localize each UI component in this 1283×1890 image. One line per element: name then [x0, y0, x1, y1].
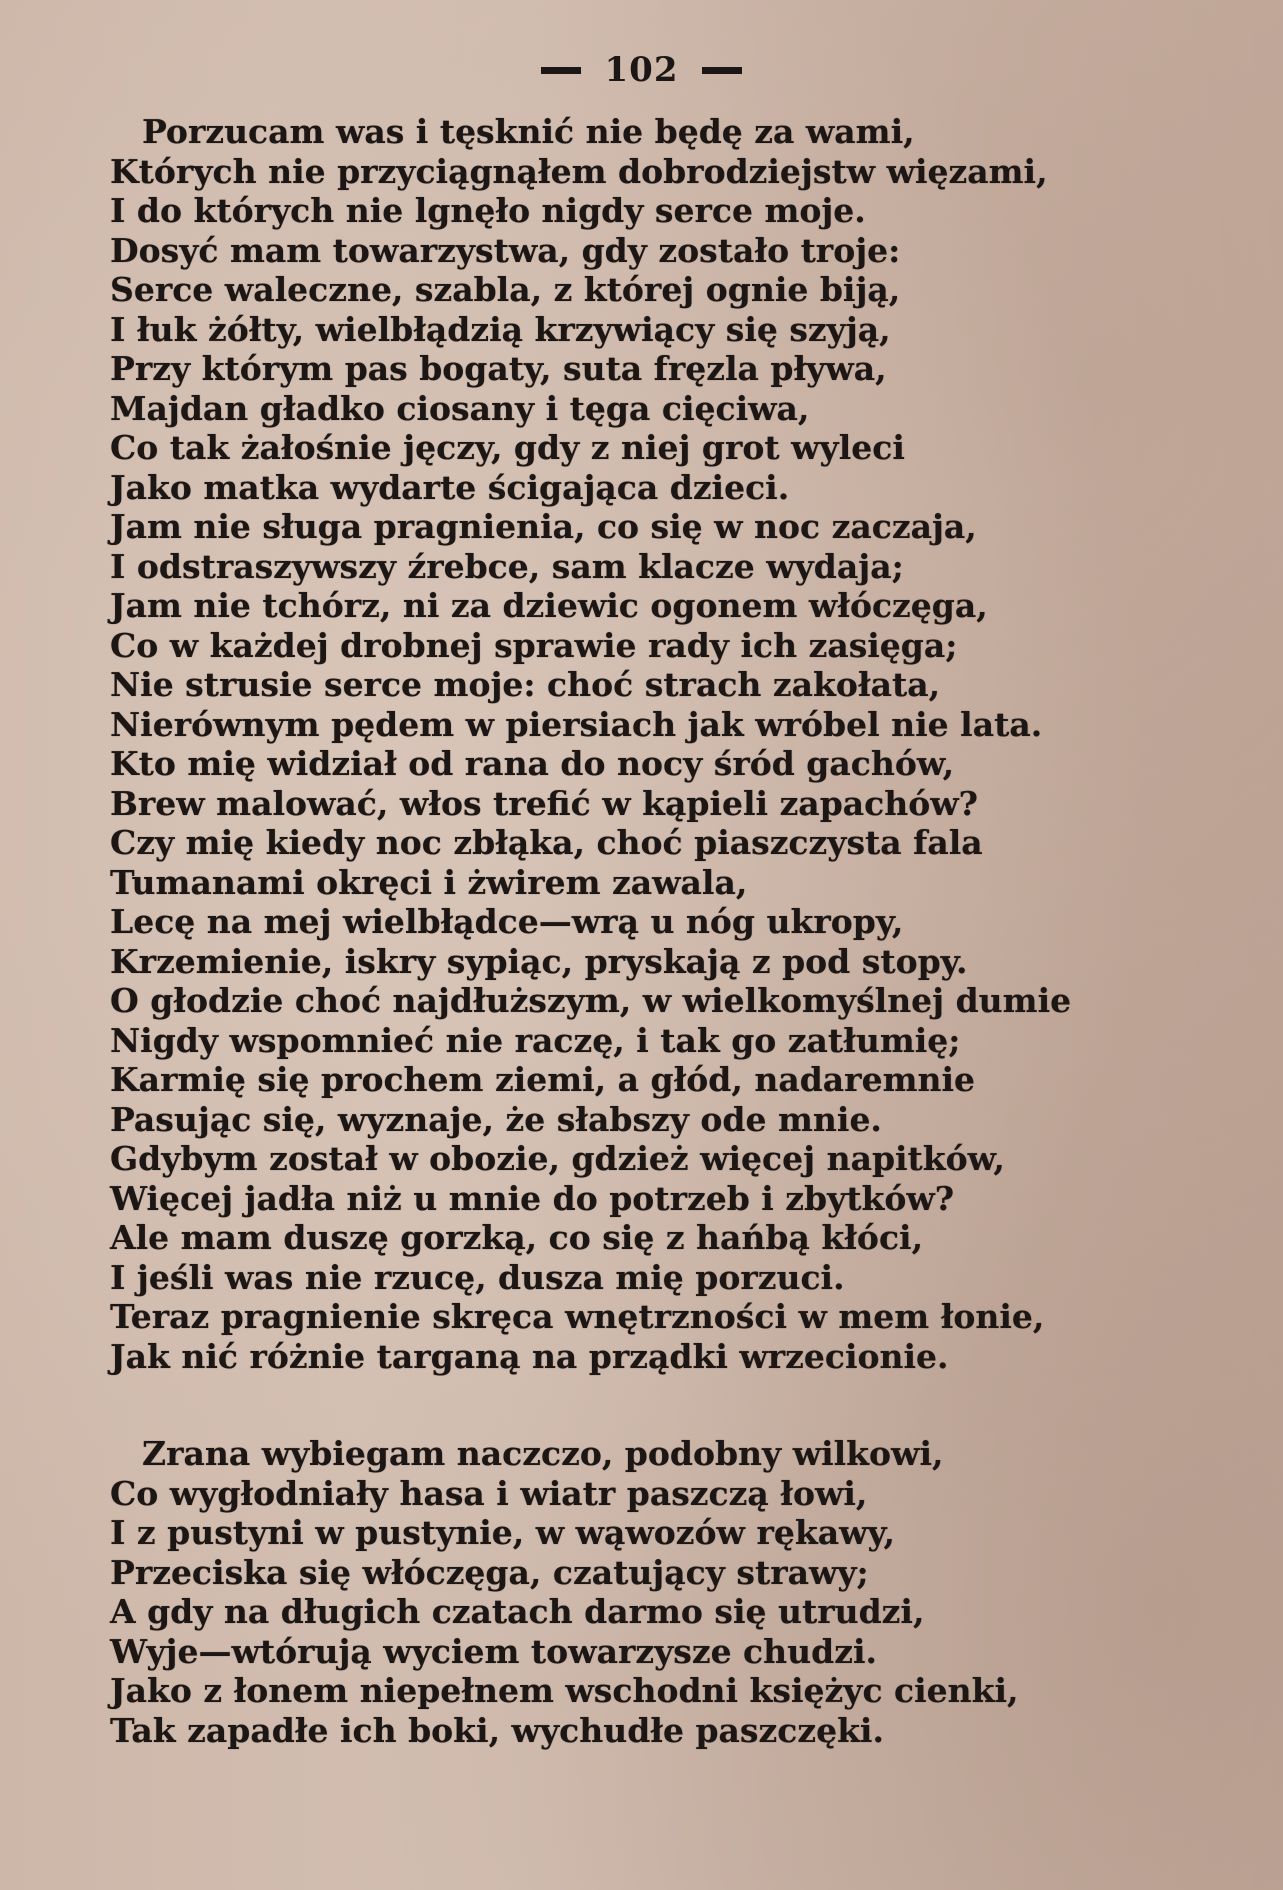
verse-line: Przy którym pas bogaty, suta fręzla pływa,	[110, 349, 887, 388]
verse-line: Jam nie tchórz, ni za dziewic ogonem włóczęga,	[110, 586, 988, 625]
verse-line: Co tak żałośnie jęczy, gdy z niej grot wyleci	[110, 428, 905, 467]
verse-line: Jam nie sługa pragnienia, co się w noc zaczaja,	[110, 507, 977, 546]
verse-line: I do których nie lgnęło nigdy serce moje.	[110, 191, 866, 230]
verse-line: Nigdy wspomnieć nie raczę, i tak go zatłumię;	[110, 1020, 961, 1060]
verse-line: Serce waleczne, szabla, z której ognie biją,	[110, 270, 901, 309]
page-number: 102	[604, 50, 679, 90]
verse-line: Co w każdej drobnej sprawie rady ich zasięga;	[110, 625, 958, 665]
verse-line: I odstraszywszy źrebce, sam klacze wydaja;	[110, 546, 904, 586]
verse-line: Nierównym pędem w piersiach jak wróbel nie lata.	[110, 704, 1043, 744]
verse-line: Brew malować, włos trefić w kąpieli zapachów?	[110, 783, 978, 823]
stanza-1	[110, 112, 1072, 1376]
verse-line: Porzucam was i tęsknić nie będę za wami,	[142, 112, 915, 151]
verse-line: Krzemienie, iskry sypiąc, pryskają z pod stopy.	[110, 941, 968, 981]
verse-line: Teraz pragnienie skręca wnętrzności w mem łonie,	[110, 1297, 1045, 1336]
stanza-2	[110, 1434, 1060, 1750]
verse-line: Więcej jadła niż u mnie do potrzeb i zbytków?	[110, 1178, 955, 1218]
verse-line: I jeśli was nie rzucę, dusza mię porzuci.	[110, 1257, 845, 1297]
verse-line: Jako z łonem niepełnem wschodni księżyc cienki,	[110, 1671, 1019, 1710]
verse-line: Zrana wybiegam naczczo, podobny wilkowi,	[142, 1434, 944, 1473]
verse-line: Jako matka wydarte ścigająca dzieci.	[110, 467, 790, 507]
verse-line: Karmię się prochem ziemi, a głód, nadaremnie	[110, 1060, 976, 1099]
verse-line: Przeciska się włóczęga, czatujący strawy;	[110, 1552, 869, 1592]
verse-line: Jak nić różnie targaną na prządki wrzecionie.	[110, 1336, 949, 1376]
verse-line: I łuk żółty, wielbłądzią krzywiący się szyją,	[110, 309, 891, 349]
verse-line: A gdy na długich czatach darmo się utrudzi,	[110, 1592, 925, 1631]
verse-line: Kto mię widział od rana do nocy śród gachów,	[110, 744, 955, 783]
verse-line: Pasując się, wyznaje, że słabszy ode mnie.	[110, 1099, 882, 1139]
verse-line: Których nie przyciągnąłem dobrodziejstw więzami,	[110, 151, 1048, 191]
right-dash	[702, 67, 742, 74]
left-dash	[541, 67, 581, 74]
verse-line: Wyje—wtórują wyciem towarzysze chudzi.	[110, 1631, 877, 1671]
verse-line: Majdan gładko ciosany i tęga cięciwa,	[110, 388, 810, 428]
verse-line: Tumanami okręci i żwirem zawala,	[110, 862, 748, 902]
page-number-header	[0, 50, 1283, 90]
verse-line: Co wygłodniały hasa i wiatr paszczą łowi,	[110, 1473, 868, 1513]
verse-line: Gdybym został w obozie, gdzież więcej napitków,	[110, 1139, 1005, 1178]
verse-line: O głodzie choć najdłuższym, w wielkomyślnej dumie	[110, 981, 1072, 1020]
verse-line: I z pustyni w pustynie, w wąwozów rękawy,	[110, 1513, 895, 1552]
verse-line: Tak zapadłe ich boki, wychudłe paszczęki.	[110, 1710, 884, 1750]
verse-line: Lecę na mej wielbłądce—wrą u nóg ukropy,	[110, 902, 904, 941]
verse-line: Ale mam duszę gorzką, co się z hańbą kłóci,	[110, 1218, 924, 1257]
verse-line: Czy mię kiedy noc zbłąka, choć piaszczysta fala	[110, 823, 983, 862]
verse-line: Nie strusie serce moje: choć strach zakołata,	[110, 665, 941, 704]
verse-line: Dosyć mam towarzystwa, gdy zostało troje:	[110, 230, 901, 270]
